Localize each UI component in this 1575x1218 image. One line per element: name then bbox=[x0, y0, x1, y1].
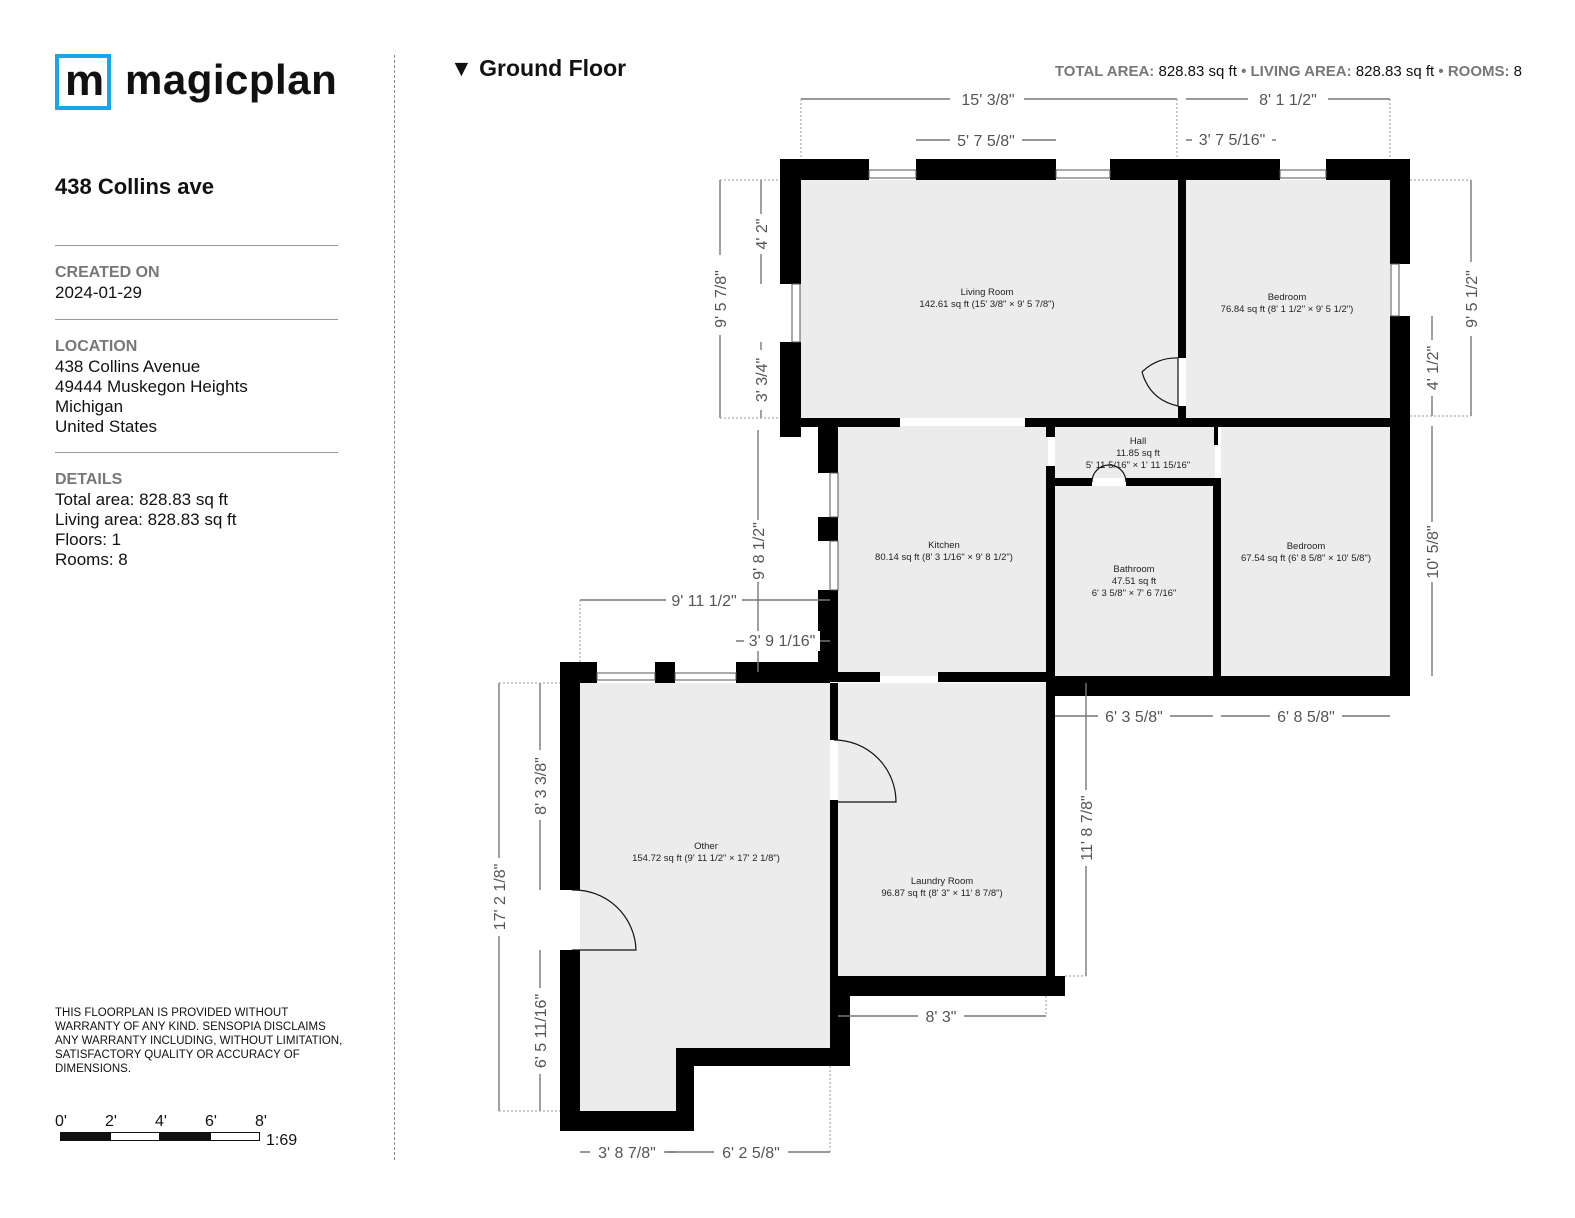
room-size: 5' 11 5/16" × 1' 11 15/16" bbox=[1085, 460, 1191, 471]
room-area: 80.14 sq ft (8' 3 1/16" × 9' 8 1/2") bbox=[875, 552, 1013, 563]
location-line: 438 Collins Avenue bbox=[55, 357, 201, 376]
total-area-label: TOTAL AREA: bbox=[1054, 63, 1155, 80]
room-name: Living Room bbox=[960, 287, 1014, 298]
wall bbox=[1214, 420, 1218, 445]
dim-label: 10' 5/8" bbox=[1425, 525, 1442, 579]
wall bbox=[838, 976, 1065, 996]
wall bbox=[1390, 316, 1410, 696]
dim-label: 8' 3 3/8" bbox=[533, 757, 550, 815]
collapse-triangle-icon[interactable]: ▼ bbox=[450, 55, 473, 81]
room-area: 142.61 sq ft (15' 3/8" × 9' 5 7/8") bbox=[919, 299, 1055, 310]
dim-label: 15' 3/8" bbox=[961, 92, 1015, 109]
location-line: 49444 Muskegon Heights bbox=[55, 377, 248, 396]
window bbox=[869, 170, 916, 178]
room-name: Other bbox=[694, 841, 718, 852]
dim-label: 6' 8 5/8" bbox=[1277, 709, 1335, 726]
wall bbox=[1390, 159, 1410, 264]
dim-label: 5' 7 5/8" bbox=[957, 133, 1015, 150]
window bbox=[675, 673, 736, 680]
wall bbox=[1055, 478, 1092, 486]
window bbox=[830, 541, 838, 590]
dim-label: 4' 1/2" bbox=[1425, 345, 1442, 391]
dim-label: 6' 2 5/8" bbox=[722, 1145, 780, 1162]
dim-label: 8' 1 1/2" bbox=[1259, 92, 1317, 109]
disclaimer-text: THIS FLOORPLAN IS PROVIDED WITHOUT WARRANTY OF ANY KIND. SENSOPIA DISCLAIMS ANY WARRANTY INCLUDING, WITHOUT LIMITATION, SATISFACTORY QUALITY OR ACCURACY OF DIMENSIONS. bbox=[55, 1007, 343, 1075]
other-floor bbox=[580, 683, 830, 1111]
laundry-floor bbox=[838, 683, 1048, 976]
room-floors bbox=[580, 180, 1390, 1111]
window bbox=[792, 284, 800, 342]
wall bbox=[1178, 180, 1186, 358]
wall bbox=[818, 517, 838, 541]
created-heading: CREATED ON bbox=[55, 264, 160, 281]
details-line: Total area: 828.83 sq ft bbox=[55, 490, 228, 509]
room-size: 6' 3 5/8" × 7' 6 7/16" bbox=[1091, 588, 1177, 599]
scale-tick-label: 0' bbox=[55, 1113, 67, 1130]
summary-separator: • bbox=[1438, 63, 1444, 80]
window bbox=[830, 473, 838, 517]
wall bbox=[780, 159, 801, 284]
wall bbox=[736, 662, 830, 683]
total-area-value: 828.83 sq ft bbox=[1158, 63, 1237, 80]
room-area: 76.84 sq ft (8' 1 1/2" × 9' 5 1/2") bbox=[1220, 304, 1354, 315]
room-name: Kitchen bbox=[928, 540, 960, 551]
wall bbox=[916, 159, 1056, 180]
room-name: Hall bbox=[1129, 436, 1147, 447]
dim-label: 3' 9 1/16" bbox=[748, 633, 816, 650]
rooms-label: ROOMS: bbox=[1447, 63, 1510, 80]
window bbox=[1391, 264, 1399, 316]
location-heading: LOCATION bbox=[55, 338, 138, 355]
wall bbox=[830, 683, 838, 740]
living-area-label: LIVING AREA: bbox=[1250, 63, 1352, 80]
location-line: United States bbox=[55, 417, 158, 436]
wall bbox=[818, 427, 838, 473]
dim-label: 17' 2 1/8" bbox=[492, 863, 509, 931]
dim-label: 9' 11 1/2" bbox=[671, 593, 737, 610]
dim-label: 11' 8 7/8" bbox=[1079, 795, 1096, 861]
scale-tick-label: 4' bbox=[155, 1113, 167, 1130]
summary-separator: • bbox=[1241, 63, 1247, 80]
wall bbox=[1213, 478, 1221, 696]
window bbox=[597, 673, 655, 680]
dim-label: 3' 3/4" bbox=[754, 357, 771, 403]
scale-tick-label: 6' bbox=[205, 1113, 217, 1130]
dim-label: 9' 5 7/8" bbox=[713, 270, 730, 328]
scale-tick-label: 8' bbox=[255, 1113, 267, 1130]
details-line: Floors: 1 bbox=[55, 530, 122, 549]
room-name: Laundry Room bbox=[910, 876, 974, 887]
wall bbox=[1055, 676, 1410, 696]
rooms-value: 8 bbox=[1513, 63, 1522, 80]
floor-name: Ground Floor bbox=[479, 55, 627, 81]
living-area-value: 828.83 sq ft bbox=[1355, 63, 1435, 80]
created-date: 2024-01-29 bbox=[55, 283, 142, 302]
wall bbox=[830, 672, 880, 682]
wall bbox=[1046, 427, 1055, 437]
logo-mark-letter: m bbox=[65, 56, 105, 105]
dim-label: 3' 8 7/8" bbox=[598, 1145, 656, 1162]
scale-ratio: 1:69 bbox=[266, 1132, 298, 1149]
room-name: Bedroom bbox=[1286, 541, 1326, 552]
room-area: 154.72 sq ft (9' 11 1/2" × 17' 2 1/8") bbox=[632, 853, 780, 864]
room-name: Bedroom bbox=[1267, 292, 1307, 303]
room-area: 96.87 sq ft (8' 3" × 11' 8 7/8") bbox=[881, 888, 1003, 899]
dim-label: 6' 3 5/8" bbox=[1105, 709, 1163, 726]
wall bbox=[560, 1111, 694, 1131]
wall bbox=[938, 672, 1055, 682]
wall bbox=[676, 1048, 850, 1066]
details-line: Living area: 828.83 sq ft bbox=[55, 510, 237, 529]
wall bbox=[1110, 159, 1280, 180]
wall bbox=[1046, 466, 1055, 996]
dim-label: 9' 5 1/2" bbox=[1464, 270, 1481, 328]
wall bbox=[655, 662, 675, 683]
window bbox=[1056, 170, 1110, 178]
dim-label: 9' 8 1/2" bbox=[751, 522, 768, 580]
dim-label: 6' 5 11/16" bbox=[533, 993, 550, 1069]
project-title: 438 Collins ave bbox=[55, 174, 214, 199]
details-heading: DETAILS bbox=[55, 471, 123, 488]
dim-label: 3' 7 5/16" bbox=[1198, 132, 1266, 149]
wall bbox=[780, 418, 900, 427]
wall bbox=[1126, 478, 1221, 486]
window bbox=[1280, 170, 1326, 178]
room-area: 47.51 sq ft bbox=[1111, 576, 1157, 587]
room-area: 67.54 sq ft (6' 8 5/8" × 10' 5/8") bbox=[1241, 553, 1371, 564]
logo-wordmark: magicplan bbox=[125, 56, 338, 103]
wall bbox=[560, 662, 580, 890]
kitchen-floor bbox=[838, 426, 1048, 676]
location-line: Michigan bbox=[55, 397, 124, 416]
details-line: Rooms: 8 bbox=[55, 550, 128, 569]
dim-label: 8' 3" bbox=[925, 1009, 957, 1026]
wall bbox=[560, 950, 580, 1131]
scale-tick-label: 2' bbox=[105, 1113, 117, 1130]
dim-label: 4' 2" bbox=[754, 218, 771, 250]
room-area: 11.85 sq ft bbox=[1116, 448, 1160, 459]
room-name: Bathroom bbox=[1113, 564, 1155, 575]
